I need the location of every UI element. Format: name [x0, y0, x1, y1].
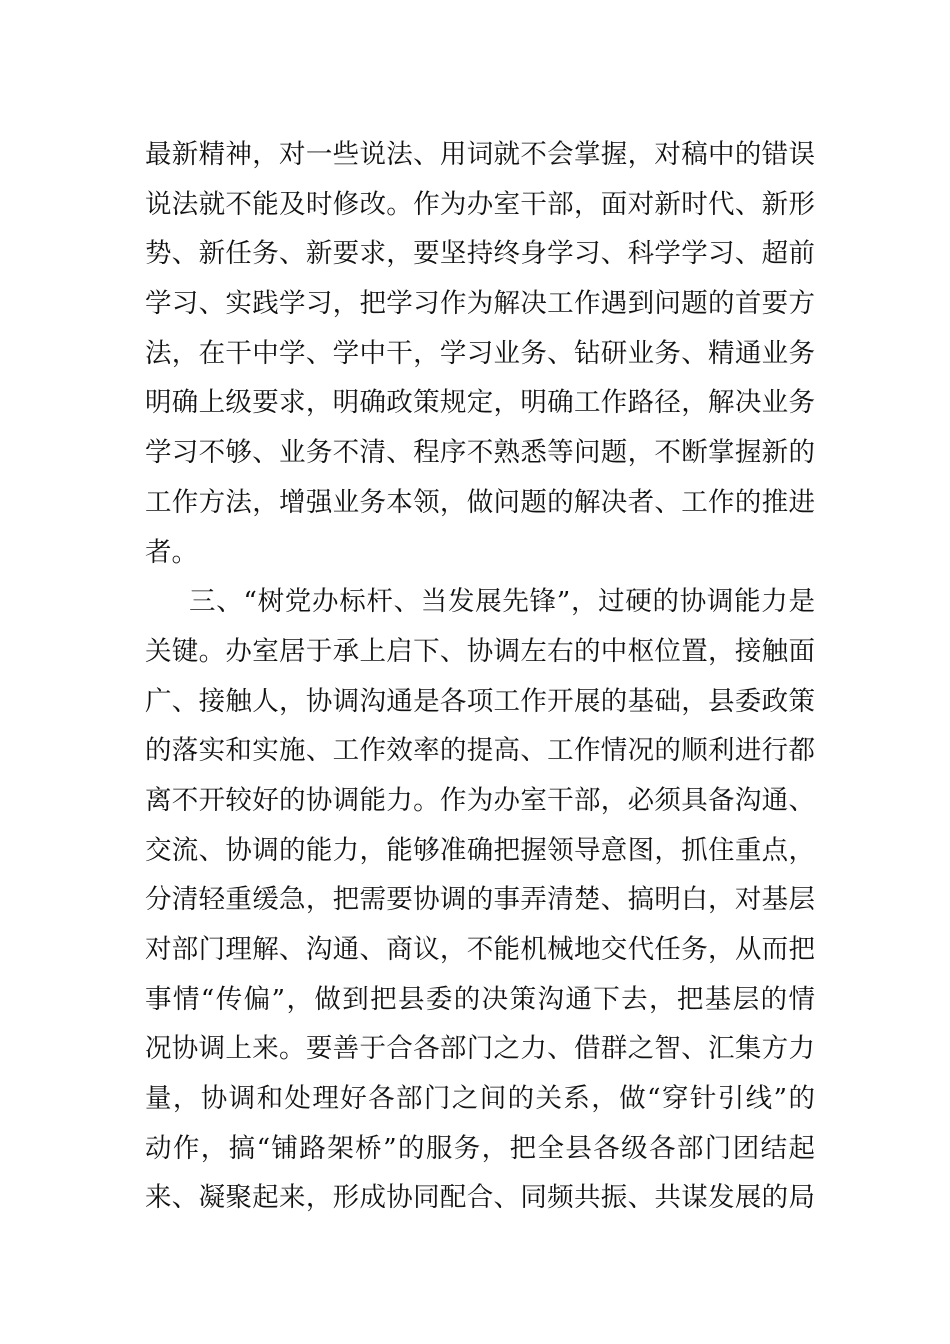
text-line: 明确上级要求，明确政策规定，明确工作路径，解决业务 — [145, 387, 815, 419]
body-text — [145, 130, 815, 1223]
section-heading-line: 三、“树党办标杆、当发展先锋”，过硬的协调能力是 — [189, 586, 815, 618]
text-line: 的落实和实施、工作效率的提高、工作情况的顺利进行都 — [145, 735, 815, 767]
text-line: 离不开较好的协调能力。作为办室干部，必须具备沟通、 — [145, 784, 815, 816]
text-line: 学习不够、业务不清、程序不熟悉等问题，不断掌握新的 — [145, 437, 815, 469]
text-line: 关键。办室居于承上启下、协调左右的中枢位置，接触面 — [145, 635, 815, 667]
text-line: 学习、实践学习，把学习作为解决工作遇到问题的首要方 — [145, 288, 815, 320]
text-line: 说法就不能及时修改。作为办室干部，面对新时代、新形 — [145, 188, 815, 220]
text-line: 者。 — [145, 536, 198, 568]
text-line: 广、接触人，协调沟通是各项工作开展的基础，县委政策 — [145, 685, 815, 717]
text-line: 法，在干中学、学中干，学习业务、钻研业务、精通业务 — [145, 337, 815, 369]
text-line: 对部门理解、沟通、商议，不能机械地交代任务，从而把 — [145, 934, 815, 965]
text-line: 交流、协调的能力，能够准确把握领导意图，抓住重点， — [145, 834, 815, 866]
text-line: 量，协调和处理好各部门之间的关系，做“穿针引线”的 — [145, 1083, 815, 1115]
text-line: 势、新任务、新要求，要坚持终身学习、科学学习、超前 — [145, 238, 815, 270]
text-line: 动作，搞“铺路架桥”的服务，把全县各级各部门团结起 — [145, 1132, 815, 1164]
text-line: 最新精神，对一些说法、用词就不会掌握，对稿中的错误 — [145, 139, 815, 170]
text-line: 分清轻重缓急，把需要协调的事弄清楚、搞明白，对基层 — [145, 884, 815, 916]
text-line: 事情“传偏”，做到把县委的决策沟通下去，把基层的情 — [145, 983, 815, 1015]
text-line: 工作方法，增强业务本领，做问题的解决者、工作的推进 — [145, 486, 815, 518]
text-line: 来、凝聚起来，形成协同配合、同频共振、共谋发展的局 — [145, 1182, 815, 1214]
text-line: 况协调上来。要善于合各部门之力、借群之智、汇集方力 — [145, 1033, 815, 1065]
